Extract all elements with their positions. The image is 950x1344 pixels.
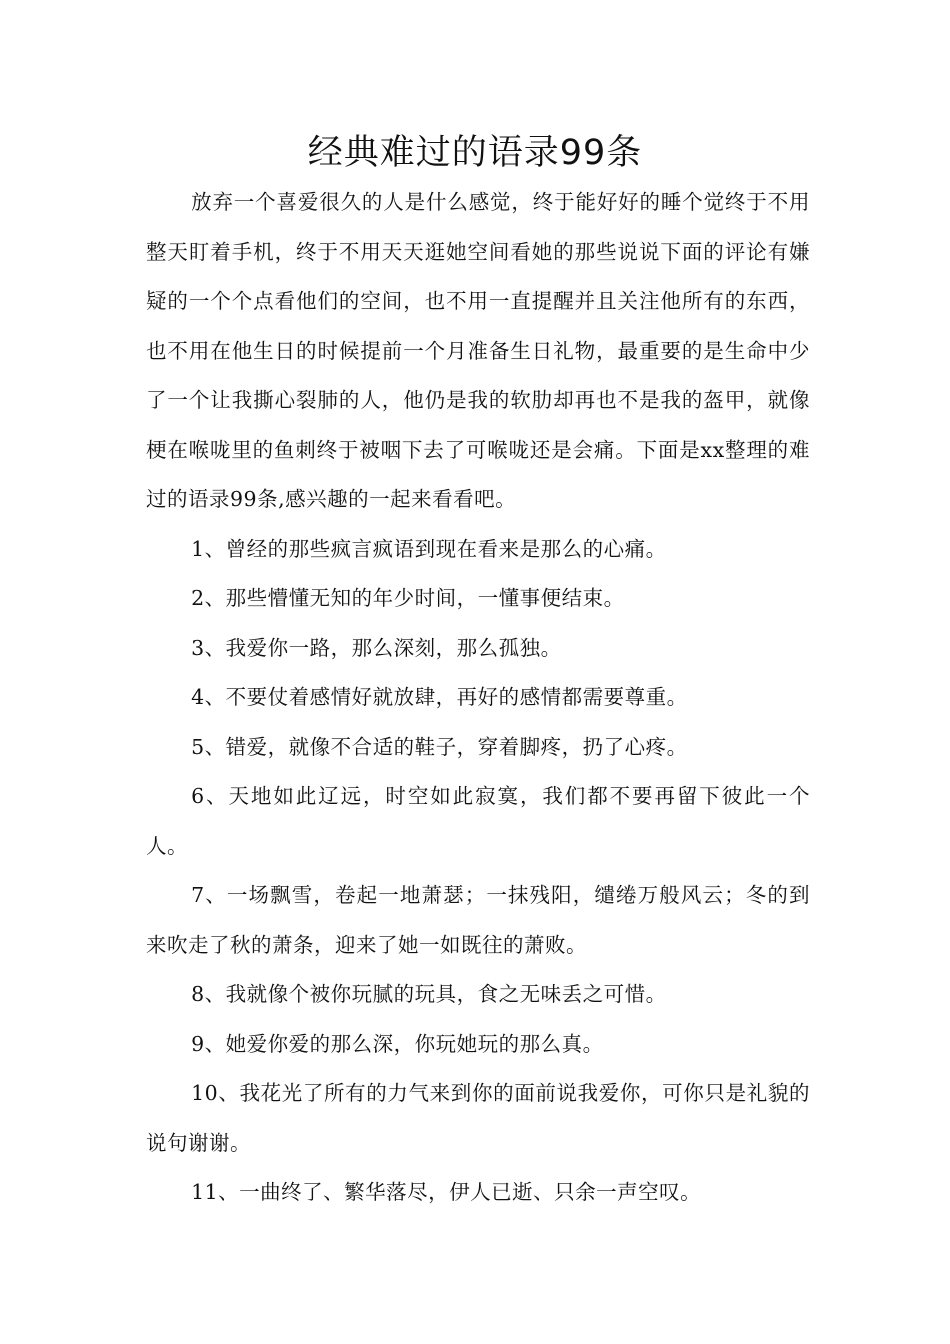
document-title: 经典难过的语录99条 [307,133,643,173]
quote-item-4: 4、不要仗着感情好就放肆，再好的感情都需要尊重。 [191,685,688,709]
intro-paragraph: 放弃一个喜爱很久的人是什么感觉，终于能好好的睡个觉终于不用整天盯着手机，终于不用天天逛她空间看她的那些说说下面的评论有嫌疑的一个个点看他们的空间，也不用一直提醒并且关注他所有的东西，也不用在他生日的时候提前一个月准备生日礼物，最重要的是生命中少了一个让我撕心裂肺的人，他仍是我的软肋却再也不是我的盔甲，就像梗在喉咙里的鱼刺终于被咽下去了可喉咙还是会痛。下面是xx整理的难过的语录99条,感兴趣的一起来看看吧。 [146,190,810,511]
quote-item-8: 8、我就像个被你玩腻的玩具，食之无味丢之可惜。 [191,982,667,1006]
document-body [146,178,810,1218]
quote-item-10: 10、我花光了所有的力气来到你的面前说我爱你，可你只是礼貌的说句谢谢。 [146,1081,810,1155]
quote-item-5: 5、错爱，就像不合适的鞋子，穿着脚疼，扔了心疼。 [191,734,688,759]
quote-item-3: 3、我爱你一路，那么深刻，那么孤独。 [191,635,562,660]
quote-item-7: 7、一场飘雪，卷起一地萧瑟；一抹残阳，缱绻万般风云；冬的到来吹走了秋的萧条，迎来了她一如既往的萧败。 [146,883,810,957]
quote-item-9: 9、她爱你爱的那么深，你玩她玩的那么真。 [191,1031,604,1056]
quote-item-2: 2、那些懵懂无知的年少时间，一懂事便结束。 [191,586,625,610]
quote-item-6: 6、天地如此辽远，时空如此寂寞，我们都不要再留下彼此一个人。 [146,784,810,858]
quote-item-1: 1、曾经的那些疯言疯语到现在看来是那么的心痛。 [191,536,667,561]
quote-item-11: 11、一曲终了、繁华落尽，伊人已逝、只余一声空叹。 [191,1180,702,1204]
